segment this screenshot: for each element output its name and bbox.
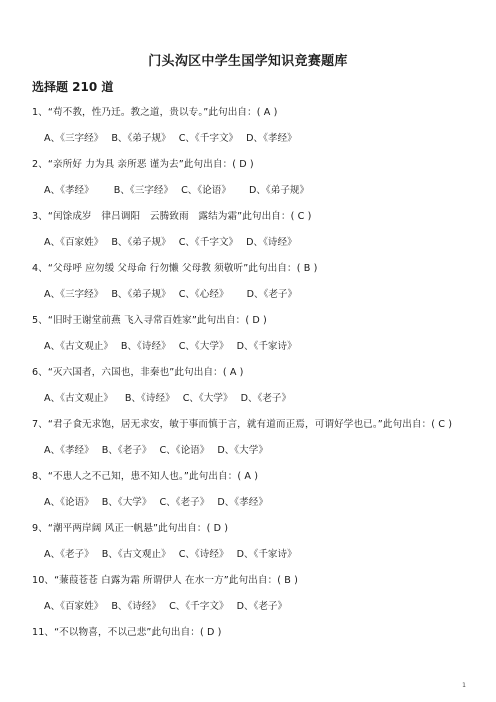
option-a: A、《百家姓》 [44,601,104,612]
option-d: D、《千家诗》 [236,549,297,560]
option-a: A、《百家姓》 [44,237,104,248]
option-d: D、《孝经》 [217,497,268,508]
section-subtitle: 选择题 210 道 [32,80,114,94]
option-d: D、《老子》 [236,601,288,612]
option-b: B、《古文观止》 [101,549,171,560]
option-a: A、《孝经》 [44,445,94,456]
question-text: 7、“君子食无求饱，居无求安，敏于事而慎于言，就有道而正焉，可谓好学也已。”此句出自：( C ) [32,419,453,430]
question-text: 6、“灭六国者，六国也，非秦也”此句出自：( A ) [32,367,244,378]
option-b: B、《大学》 [101,497,152,508]
option-d: D、《大学》 [217,445,268,456]
option-b: B、《老子》 [101,445,152,456]
question-text: 1、“苟不教，性乃迁。教之道，贵以专。”此句出自：( A ) [32,107,278,118]
document-title: 门头沟区中学生国学知识竞赛题库 [148,54,348,69]
option-d: D、《诗经》 [246,237,297,248]
option-c: C、《大学》 [178,341,229,352]
option-b: B、《诗经》 [124,393,175,404]
option-c: C、《论语》 [159,445,210,456]
answer-options [44,442,276,456]
option-c: C、《心经》 [178,289,229,300]
option-d: D、《老子》 [240,393,292,404]
option-c: C、《千字文》 [178,133,239,144]
question-text: 3、“闰馀成岁 律吕调阳 云腾致雨 露结为霜”此句出自：( C ) [32,211,312,222]
question-text: 4、“父母呼 应勿缓 父母命 行勿懒 父母教 须敬听”此句出自：( B ) [32,263,318,274]
question-text: 2、“亲所好 力为具 亲所恶 谨为去”此句出自：( D ) [32,159,254,170]
answer-options [44,234,305,248]
option-a: A、《老子》 [44,549,94,560]
option-c: C、《论语》 [181,185,231,196]
answer-options [44,598,295,612]
option-b: B、《诗经》 [111,601,162,612]
option-c: C、《诗经》 [178,549,229,560]
answer-options [44,338,305,352]
option-b: B、《三字经》 [113,185,174,196]
answer-options [44,494,276,508]
option-d: D、《孝经》 [246,133,297,144]
page-number: 1 [462,682,466,689]
option-c: C、《千字文》 [169,601,229,612]
answer-options [44,546,305,560]
option-c: C、《大学》 [182,393,233,404]
question-text: 8、“不患人之不己知，患不知人也。”此句出自：( A ) [32,471,259,482]
option-c: C、《千字文》 [178,237,239,248]
question-text: 5、“旧时王谢堂前燕 飞入寻常百姓家”此句出自：( D ) [32,315,267,326]
answer-options [44,130,305,144]
option-a: A、《论语》 [44,497,94,508]
option-b: B、《弟子规》 [111,237,171,248]
option-b: B、《诗经》 [120,341,171,352]
option-a: A、《三字经》 [44,133,104,144]
question-text: 11、“不以物喜，不以己悲”此句出自：( D ) [32,627,222,638]
answer-options [44,286,305,300]
option-a: A、《孝经》 [44,185,94,196]
option-d: D、《老子》 [246,289,298,300]
option-a: A、《三字经》 [44,289,104,300]
option-d: D、《千家诗》 [236,341,297,352]
option-a: A、《古文观止》 [44,393,113,404]
question-text: 9、“潮平两岸阔 风正一帆悬”此句出自：( D ) [32,523,229,534]
option-a: A、《古文观止》 [44,341,113,352]
option-b: B、《弟子规》 [111,133,171,144]
answer-options [44,390,299,404]
question-text: 10、“蒹葭苍苍 白露为霜 所谓伊人 在水一方”此句出自：( B ) [32,575,298,586]
option-d: D、《弟子规》 [248,185,310,196]
answer-options [44,182,317,196]
option-c: C、《老子》 [159,497,210,508]
option-b: B、《弟子规》 [111,289,171,300]
